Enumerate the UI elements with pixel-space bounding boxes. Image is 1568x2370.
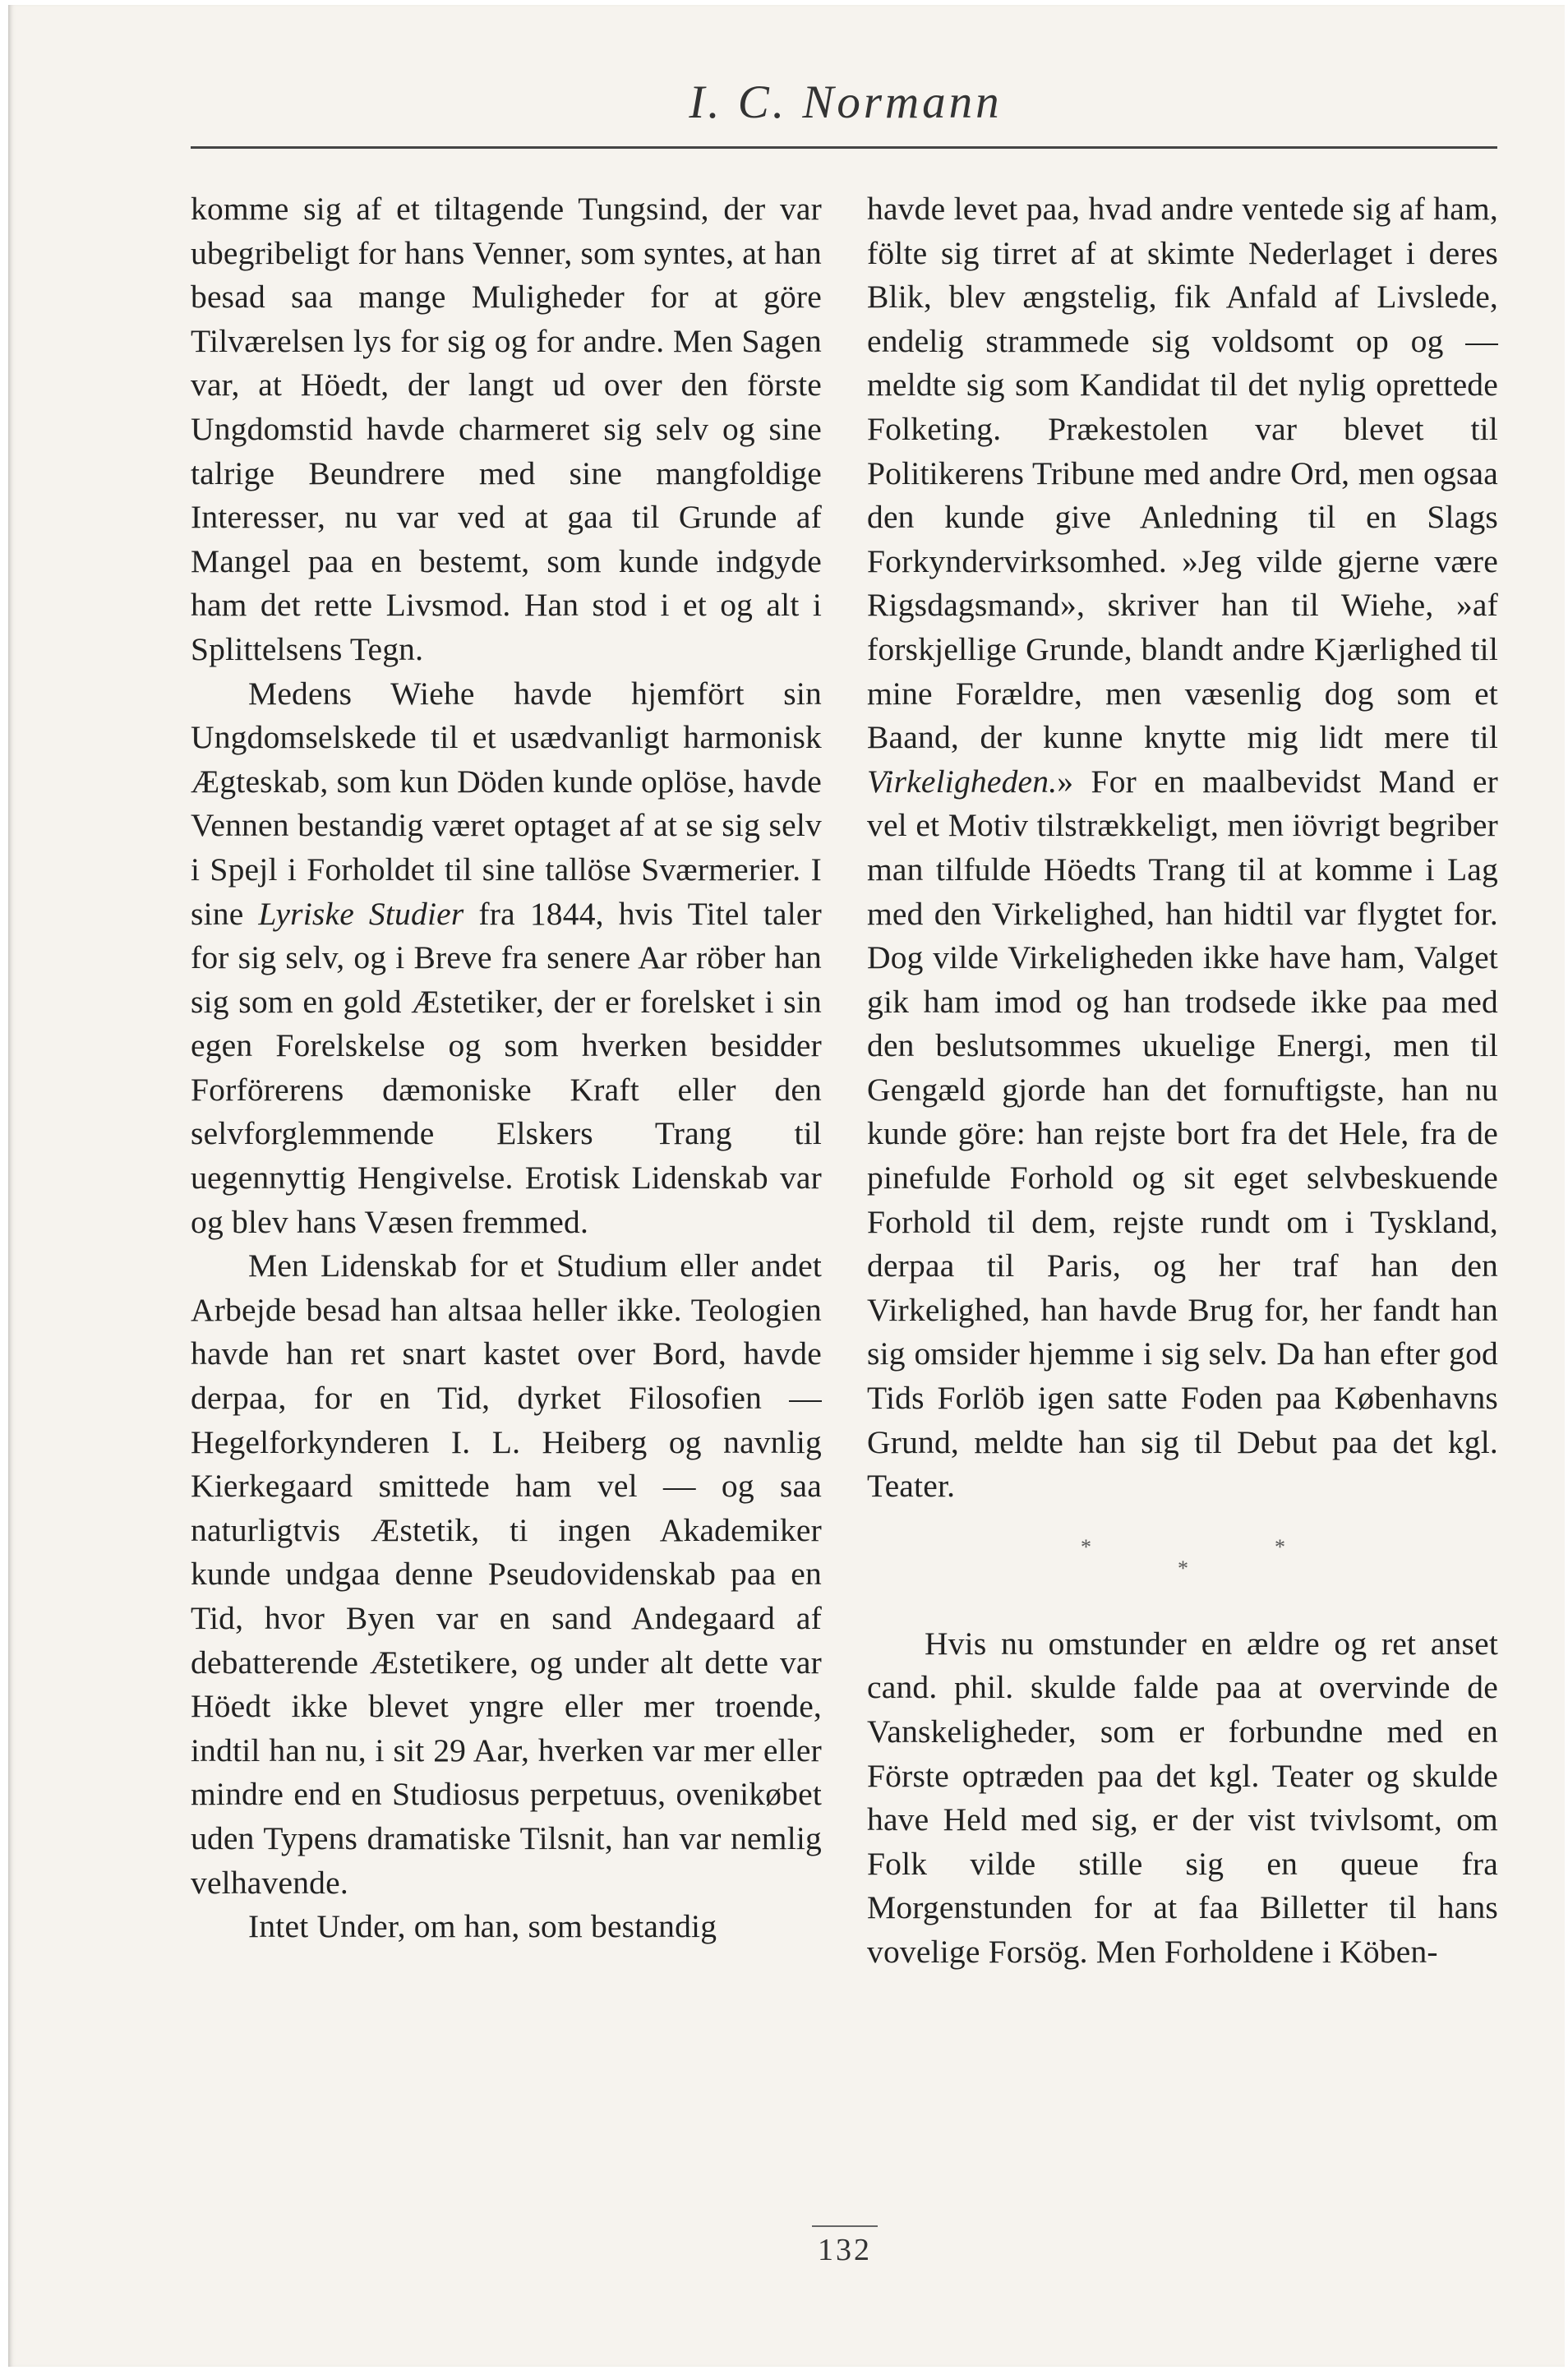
paragraph-4: Intet Under, om han, som bestandig <box>248 1908 717 1945</box>
running-head-title: I. C. Normann <box>689 76 1003 128</box>
page-number: 132 <box>818 2233 872 2267</box>
asterisk-1: * <box>1081 1534 1092 1559</box>
paragraph-2-text: Medens Wiehe havde hjemfört sin Ungdomselskede til et usædvanligt harmonisk Ægteskab, som kun Döden kunde oplöse, havde Vennen bestandig været optaget af at se sig selv i Spejl i Forholdet til sine tallöse Sværmerier. I sine <box>191 675 822 932</box>
paragraph-5-continuation: » For en maalbevidst Mand er vel et Motiv tilstrækkeligt, men iövrigt begriber man tilfulde Höedts Trang til at komme i Lag med den Virkelighed, han hidtil var flygtet for. Dog vilde Virkeligheden ikke have ham, Valget gik ham imod og han trodsede ikke paa med den beslutsommes ukuelige Energi, men til Gengæld gjorde han det fornuftigste, han nu kunde göre: han rejste bort fra det Hele, fra de pinefulde Forhold og sit eget selvbeskuende Forhold til dem, rejste rundt om i Tyskland, derpaa til Paris, og her traf han den Virkelighed, han havde Brug for, her fandt han sig omsider hjemme i sig selv. Da han efter god Tids Forlöb igen satte Foden paa Københavns Grund, meldte han sig til Debut paa det kgl. Teater. <box>867 763 1498 1505</box>
paragraph-1: komme sig af et tiltagende Tungsind, der var ubegribeligt for hans Venner, som syntes, at han besad saa mange Muligheder for at göre Tilværelsen lys for sig og for andre. Men Sagen var, at Höedt, der langt ud over den förste Ungdomstid havde charmeret sig selv og sine talrige Beundrere med sine mangfoldige Interesser, nu var ved at gaa til Grunde af Mangel paa en bestemt, som kunde indgyde ham det rette Livsmod. Han stod i et og alt i Splittelsens Tegn. <box>191 191 822 667</box>
page-number-rule <box>812 2225 878 2227</box>
paragraph-5-text: havde levet paa, hvad andre ventede sig af ham, fölte sig tirret af at skimte Nederlaget i deres Blik, blev ængstelig, fik Anfald af Livslede, endelig strammede sig voldsomt op og — meldte sig som Kandidat til det nylig oprettede Folketing. Prækestolen var blevet til Politikerens Tribune med andre Ord, men ogsaa den kunde give Anledning til en Slags Forkyndervirksomhed. »Jeg vilde gjerne være Rigsdagsmand», skriver han til Wiehe, »af forskjellige Grunde, blandt andre Kjærlighed til mine Forældre, men væsenlig dog som et Baand, der kunne knytte mig lidt mere til <box>867 191 1498 756</box>
paragraph-2 <box>191 672 822 1245</box>
section-separator <box>867 1509 1498 1622</box>
book-page <box>8 5 1565 2367</box>
left-column <box>191 187 822 1949</box>
italic-virkeligheden: Virkeligheden. <box>867 763 1058 800</box>
asterisk-3: * <box>1275 1534 1286 1559</box>
paragraph-6: Hvis nu omstunder en ældre og ret anset cand. phil. skulde falde paa at overvinde de Vanskeligheder, som er forbundne med en Förste optræden paa det kgl. Teater og skulde have Held med sig, er der vist tvivlsomt, om Folk vilde stille sig en queue fra Morgenstunden for at faa Billetter til hans vovelige Forsög. Men Forholdene i Köben- <box>867 1625 1498 1970</box>
right-column <box>867 187 1498 1975</box>
paragraph-3: Men Lidenskab for et Studium eller andet Arbejde besad han altsaa heller ikke. Teologien havde han ret snart kastet over Bord, havde derpaa, for en Tid, dyrket Filosofien — Hegelforkynderen I. L. Heiberg og navnlig Kierkegaard smittede ham vel — og saa naturligtvis Æstetik, ti ingen Akademiker kunde undgaa denne Pseudovidenskab paa en Tid, hvor Byen var en sand Andegaard af debatterende Æstetikere, og under alt dette var Höedt ikke blevet yngre eller mer troende, indtil han nu, i sit 29 Aar, hverken var mer eller mindre end en Studiosus perpetuus, ovenikøbet uden Typens dramatiske Tilsnit, han var nemlig velhavende. <box>191 1247 822 1901</box>
paragraph-2-continuation: fra 1844, hvis Titel taler for sig selv, og i Breve fra senere Aar röber han sig som en gold Æstetiker, der er forelsket i sin egen Forelskelse og som hverken besidder Forförerens dæmoniske Kraft eller den selvforglemmende Elskers Trang til uegennyttig Hengivelse. Erotisk Lidenskab var og blev hans Væsen fremmed. <box>191 895 822 1240</box>
paragraph-5 <box>867 187 1498 1509</box>
header-rule <box>191 146 1497 149</box>
asterisk-2: * <box>1178 1556 1189 1580</box>
book-title-lyriske-studier: Lyriske Studier <box>258 895 464 932</box>
